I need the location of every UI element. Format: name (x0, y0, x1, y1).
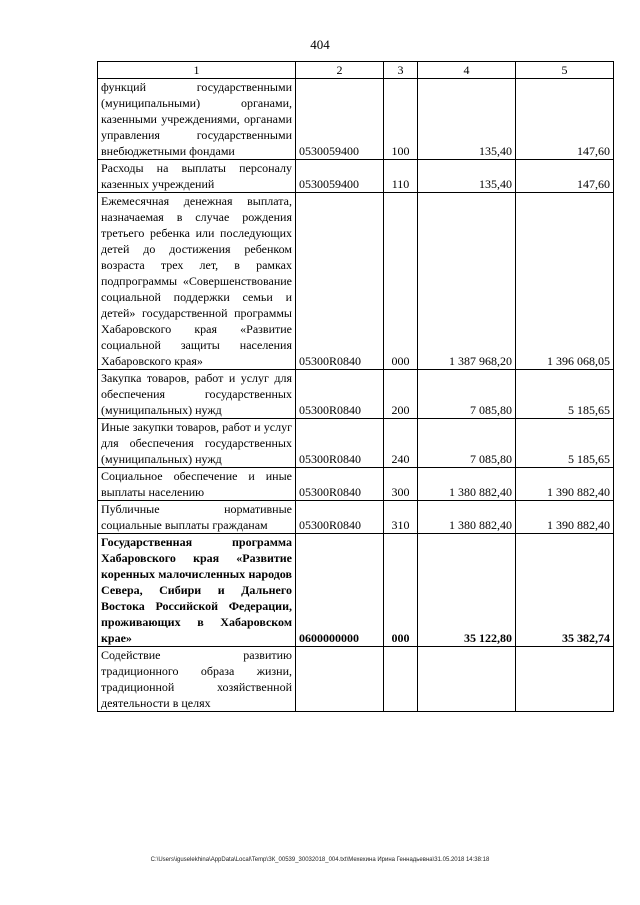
row-name-cell: Ежемесячная денежная выплата, назначаемая в случае рождения третьего ребенка или последующих детей до достижения ребенком возраста трех лет, в рамках подпрограммы «Совершенствование социальной поддержки семьи и детей» государственной программы Хабаровского края «Развитие социальной защиты населения Хабаровского края» (98, 193, 296, 370)
column-header: 3 (384, 62, 418, 79)
table-row (98, 501, 614, 534)
amount-year1-cell: 1 380 882,40 (418, 468, 516, 501)
amount-year1-cell: 7 085,80 (418, 419, 516, 468)
table-row (98, 193, 614, 370)
amount-year1-cell (418, 647, 516, 712)
amount-year1-cell: 1 387 968,20 (418, 193, 516, 370)
row-name-cell: Социальное обеспечение и иные выплаты населению (98, 468, 296, 501)
row-name-cell: Закупка товаров, работ и услуг для обеспечения государственных (муниципальных) нужд (98, 370, 296, 419)
amount-year1-cell: 7 085,80 (418, 370, 516, 419)
program-code-cell: 05300R0840 (296, 501, 384, 534)
expense-type-cell: 000 (384, 193, 418, 370)
amount-year2-cell: 1 390 882,40 (516, 468, 614, 501)
expense-type-cell: 000 (384, 534, 418, 647)
table-row (98, 534, 614, 647)
row-name-cell: Государственная программа Хабаровского края «Развитие коренных малочисленных народов Севера, Сибири и Дальнего Востока Российской Федерации, проживающих в Хабаровском крае» (98, 534, 296, 647)
expense-type-cell (384, 647, 418, 712)
expense-type-cell: 200 (384, 370, 418, 419)
program-code-cell: 05300R0840 (296, 468, 384, 501)
program-code-cell: 05300R0840 (296, 370, 384, 419)
row-name-cell: функций государственными (муниципальными) органами, казенными учреждениями, органами управления государственными внебюджетными фондами (98, 79, 296, 160)
amount-year2-cell: 147,60 (516, 79, 614, 160)
amount-year2-cell (516, 647, 614, 712)
program-code-cell: 0530059400 (296, 160, 384, 193)
expense-type-cell: 110 (384, 160, 418, 193)
table-row (98, 370, 614, 419)
expense-type-cell: 240 (384, 419, 418, 468)
table-row (98, 419, 614, 468)
column-header: 5 (516, 62, 614, 79)
table-row (98, 79, 614, 160)
row-name-cell: Иные закупки товаров, работ и услуг для обеспечения государственных (муниципальных) нужд (98, 419, 296, 468)
document-path-footer: C:\Users\iguselekhina\AppData\Local\Temp\ЗК_00539_30032018_004.txt\Мехехина Ирина Геннадьевна\31.05.2018 14:38:18 (150, 857, 490, 863)
expense-type-cell: 100 (384, 79, 418, 160)
program-code-cell: 05300R0840 (296, 193, 384, 370)
table-row (98, 160, 614, 193)
expense-type-cell: 310 (384, 501, 418, 534)
amount-year2-cell: 147,60 (516, 160, 614, 193)
amount-year1-cell: 35 122,80 (418, 534, 516, 647)
amount-year2-cell: 5 185,65 (516, 419, 614, 468)
program-code-cell: 05300R0840 (296, 419, 384, 468)
amount-year2-cell: 5 185,65 (516, 370, 614, 419)
expense-type-cell: 300 (384, 468, 418, 501)
amount-year2-cell: 35 382,74 (516, 534, 614, 647)
amount-year1-cell: 135,40 (418, 79, 516, 160)
column-header: 4 (418, 62, 516, 79)
page-number: 404 (310, 37, 330, 52)
budget-table (97, 61, 614, 712)
table-row (98, 647, 614, 712)
row-name-cell: Расходы на выплаты персоналу казенных учреждений (98, 160, 296, 193)
table-row (98, 468, 614, 501)
row-name-cell: Содействие развитию традиционного образа жизни, традиционной хозяйственной деятельности в целях (98, 647, 296, 712)
amount-year2-cell: 1 396 068,05 (516, 193, 614, 370)
amount-year1-cell: 135,40 (418, 160, 516, 193)
row-name-cell: Публичные нормативные социальные выплаты гражданам (98, 501, 296, 534)
program-code-cell: 0530059400 (296, 79, 384, 160)
column-header: 2 (296, 62, 384, 79)
amount-year2-cell: 1 390 882,40 (516, 501, 614, 534)
column-header: 1 (98, 62, 296, 79)
amount-year1-cell: 1 380 882,40 (418, 501, 516, 534)
table-header-row (98, 62, 614, 79)
program-code-cell: 0600000000 (296, 534, 384, 647)
program-code-cell (296, 647, 384, 712)
